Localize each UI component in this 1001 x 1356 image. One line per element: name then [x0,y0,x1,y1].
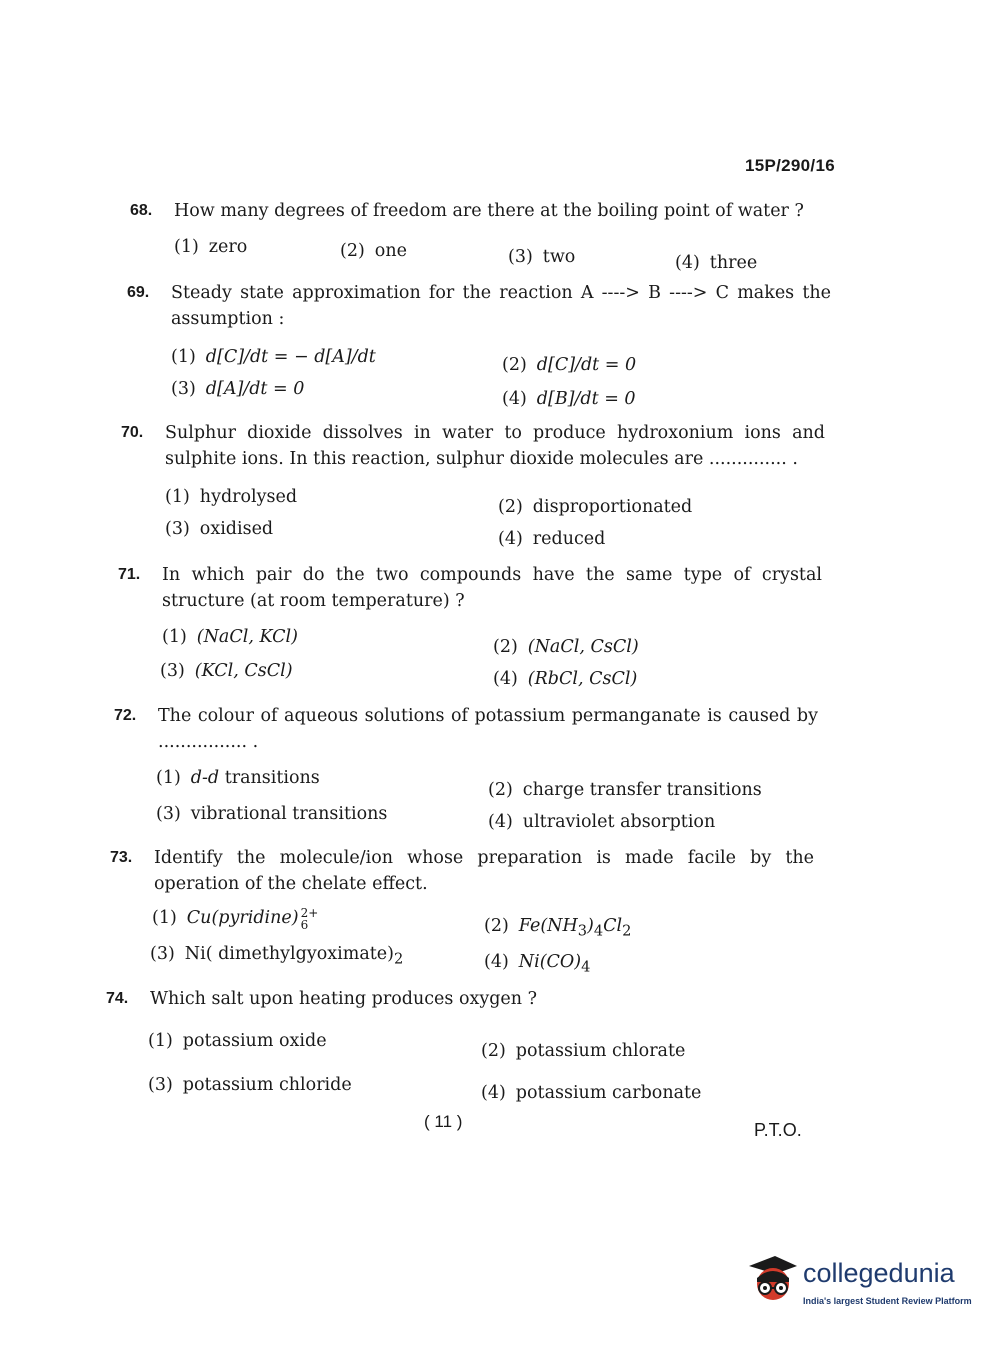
option-4: (4) (RbCl, CsCl) [493,669,638,689]
question-73 [110,845,815,975]
question-text: The colour of aqueous solutions of potassium permanganate is caused by ................ . [158,706,818,752]
option-1: (1) hydrolysed [165,487,298,507]
option-2: (2) potassium chlorate [481,1041,686,1061]
option-3: (3) d[A]/dt = 0 [171,379,305,399]
question-text: Which salt upon heating produces oxygen ? [150,989,538,1009]
option-3: (3) vibrational transitions [156,804,388,824]
option-2: (2) disproportionated [498,497,693,517]
option-2: (2) charge transfer transitions [488,780,762,800]
option-3: (3) two [508,247,576,267]
collegedunia-logo [745,1252,975,1316]
question-number: 74. [106,990,129,1007]
question-text: In which pair do the two compounds have the same type of crystal structure (at room temperature) ? [162,565,822,611]
option-3: (3) (KCl, CsCl) [160,661,293,681]
question-number: 69. [127,284,150,301]
option-4: (4) d[B]/dt = 0 [502,389,636,409]
pto-label: P.T.O. [754,1120,802,1140]
question-text: Steady state approximation for the reaction A ----> B ----> C makes the assumption : [171,283,831,329]
question-text: Sulphur dioxide dissolves in water to produce hydroxonium ions and sulphite ions. In this reaction, sulphur dioxide molecules are .............. . [165,423,825,469]
question-71 [118,562,823,692]
question-68 [130,198,830,278]
question-text: How many degrees of freedom are there at the boiling point of water ? [174,201,804,221]
option-4: (4) reduced [498,529,606,549]
question-74 [106,986,811,1106]
option-3: (3) Ni( $dimethylgyoximate)_2$ [150,944,404,968]
question-number: 68. [130,202,153,219]
option-2: (2) d[C]/dt = 0 [502,355,637,375]
question-70 [121,420,826,550]
paper-code: 15P/290/16 [745,156,835,175]
question-number: 70. [121,424,144,441]
logo-tagline: India's largest Student Review Platform [803,1296,972,1306]
page-number: ( 11 ) [424,1112,463,1131]
question-69 [127,280,831,410]
option-2: (2) one [340,241,407,261]
logo-name: collegedunia [803,1258,955,1288]
option-3: (3) potassium chloride [148,1075,352,1095]
option-4: (4) $Ni(CO)_4$ [484,952,591,976]
option-1: (1) d-d transitions [156,768,320,788]
mascot-icon [745,1252,799,1316]
question-number: 72. [114,707,137,724]
question-number: 71. [118,566,141,583]
question-number: 73. [110,849,133,866]
option-1: (1) potassium oxide [148,1031,327,1051]
question-72 [114,703,819,838]
option-1: (1) Cu(pyridine) 2+ 6 [152,905,319,932]
option-2: (2) $Fe(NH_3)_4Cl_2$ [484,916,632,940]
option-1: (1) (NaCl, KCl) [162,627,298,647]
question-text: Identify the molecule/ion whose preparation is made facile by the operation of the chelate effect. [154,848,814,894]
option-3: (3) oxidised [165,519,274,539]
option-2: (2) (NaCl, CsCl) [493,637,639,657]
option-1: (1) zero [174,237,248,257]
option-4: (4) potassium carbonate [481,1083,702,1103]
option-4: (4) ultraviolet absorption [488,812,716,832]
option-1: (1) d[C]/dt = − d[A]/dt [171,347,376,367]
option-4: (4) three [675,253,758,273]
